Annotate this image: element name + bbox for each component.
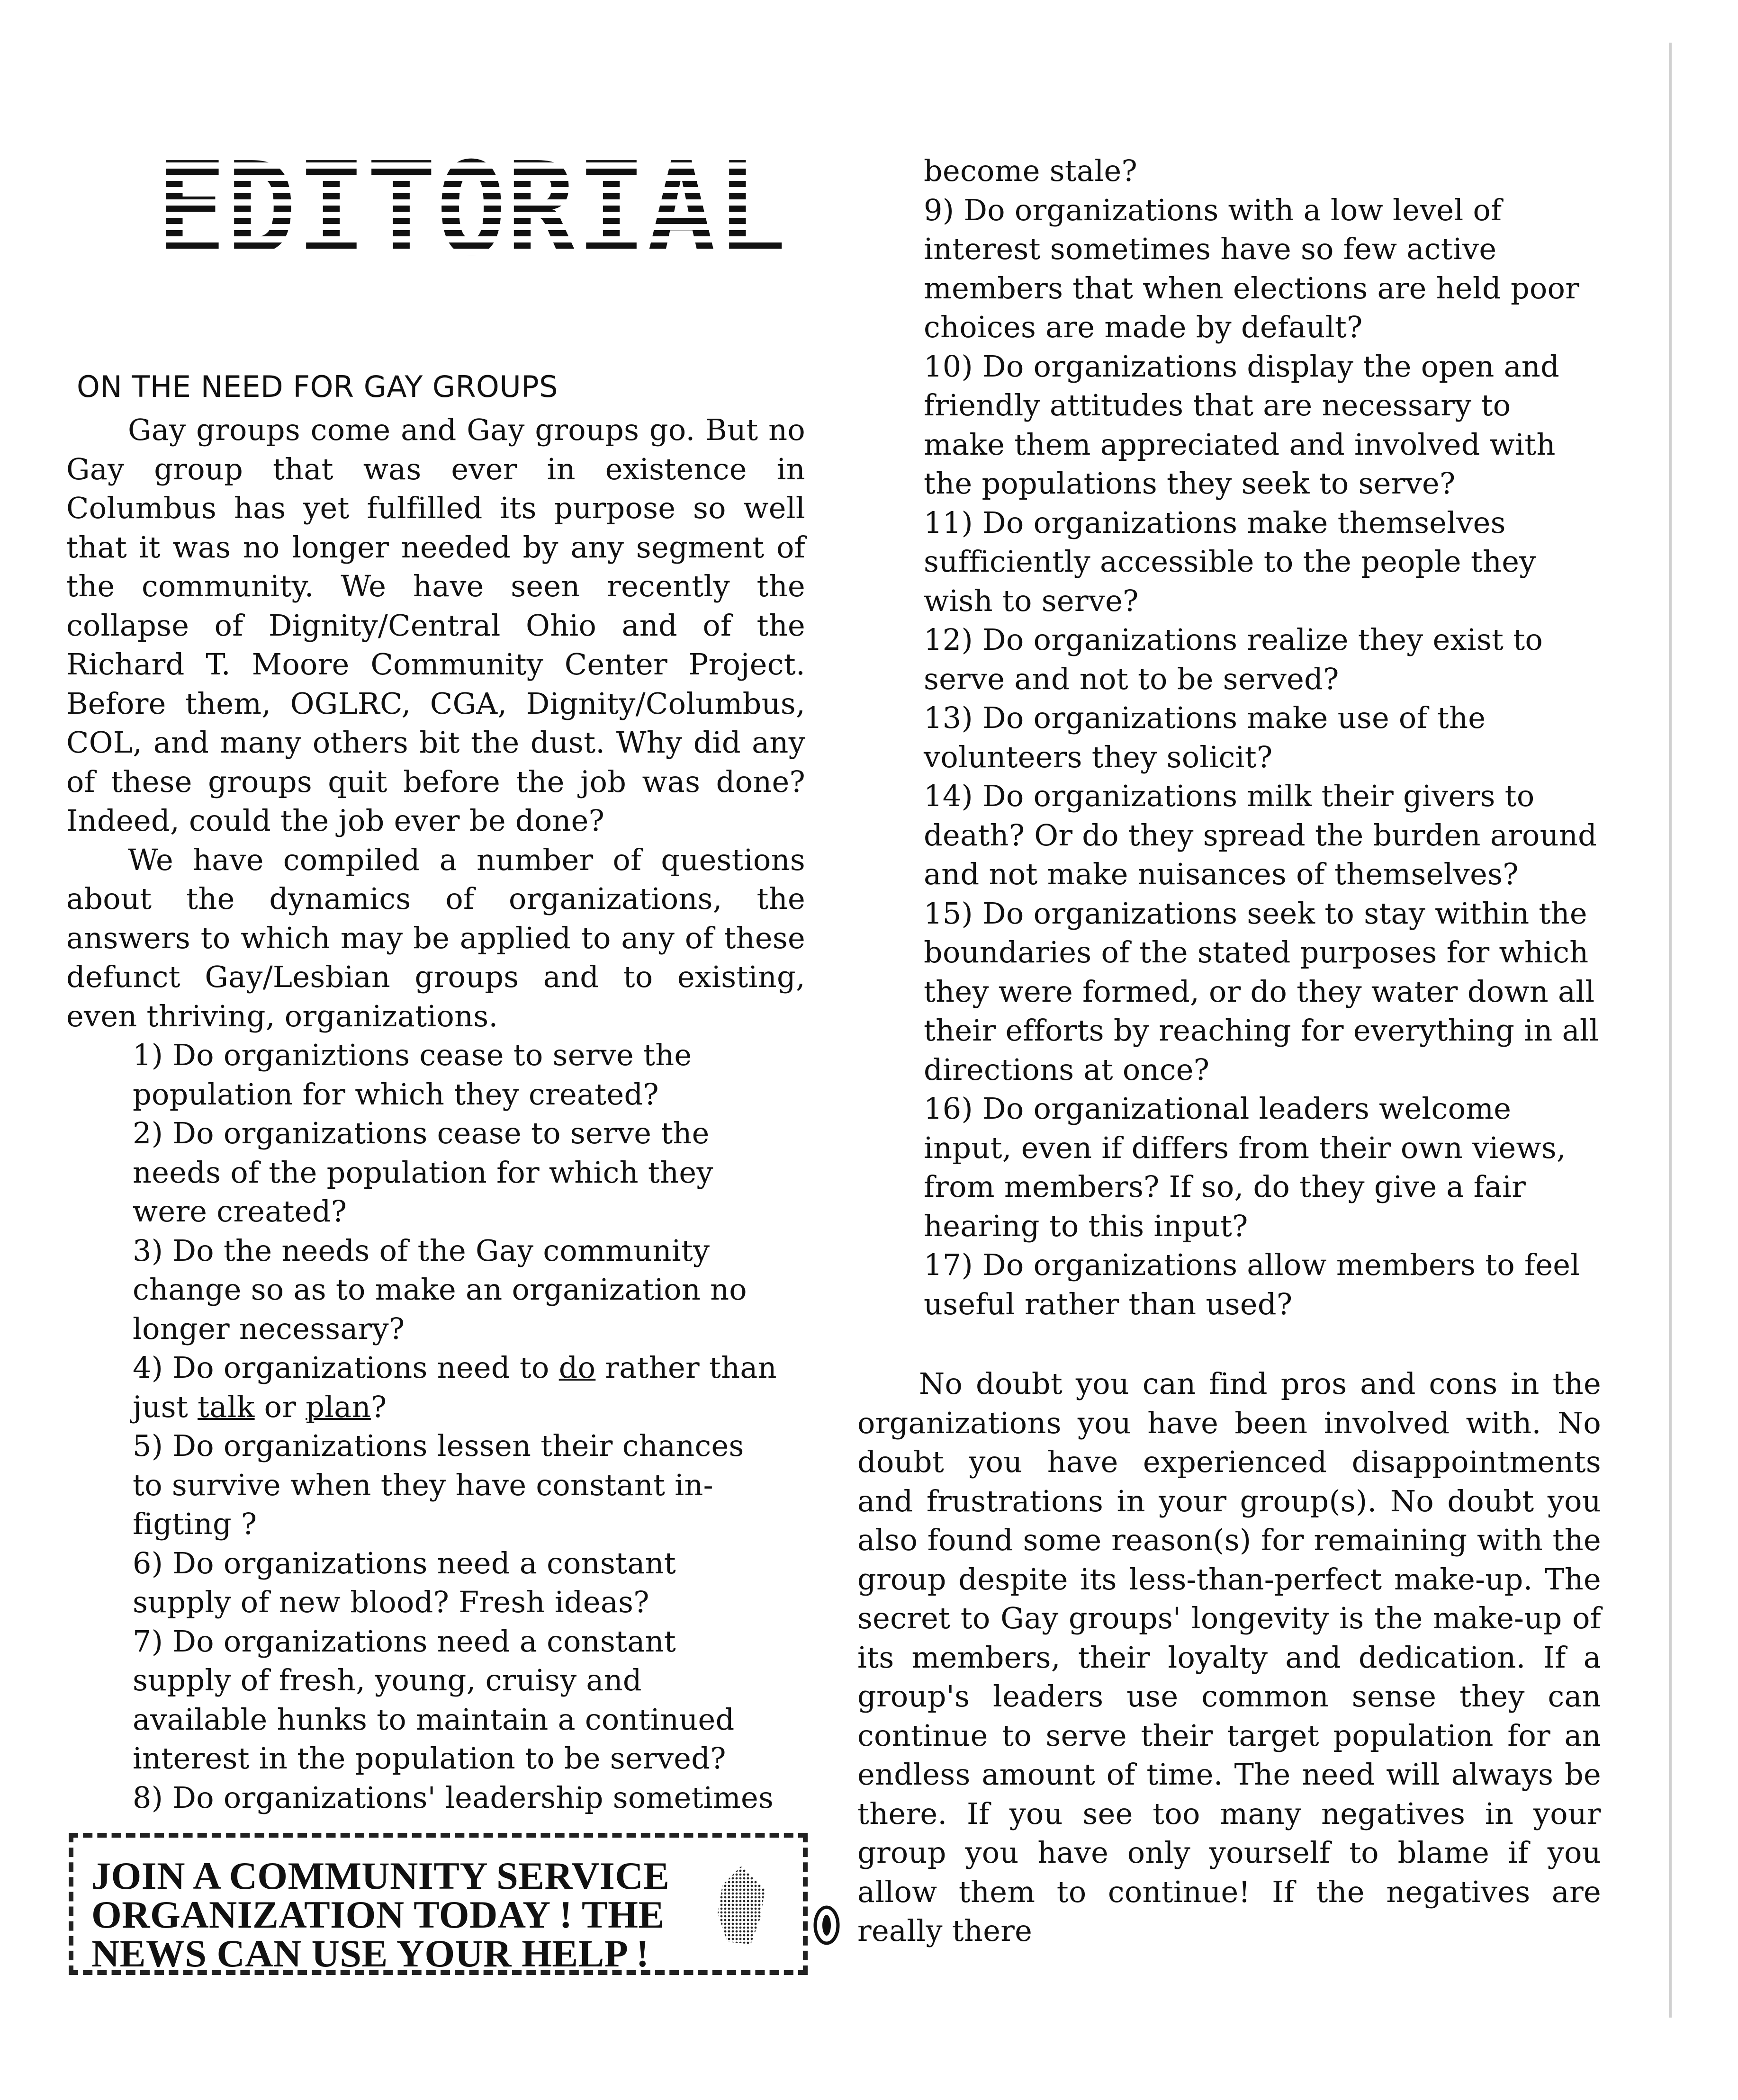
question-4-part-b: rather than just — [133, 1350, 777, 1424]
question-5: 5) Do organizations lessen their chances to survive when they have constant in-figting ? — [133, 1428, 744, 1541]
promo-line-2: ORGANIZATION TODAY ! THE — [91, 1893, 665, 1936]
question-8-end: become stale? — [924, 153, 1137, 188]
question-8-start: 8) Do organizations' leadership sometimes — [133, 1780, 774, 1815]
ornament-bullet-icon — [812, 1904, 841, 1947]
question-4-part-c: or — [254, 1389, 306, 1424]
left-column — [66, 369, 805, 1817]
article-headline: ON THE NEED FOR GAY GROUPS — [77, 369, 558, 404]
masthead-title: EDITORIAL — [156, 156, 786, 260]
question-9: 9) Do organizations with a low level of interest sometimes have so few active members that when elections are held poor choices are made by default? — [924, 192, 1580, 344]
question-6: 6) Do organizations need a constant supply of new blood? Fresh ideas? — [133, 1545, 676, 1619]
question-12: 12) Do organizations realize they exist to serve and not to be served? — [924, 622, 1543, 696]
promo-line-3: NEWS CAN USE YOUR HELP ! — [91, 1932, 649, 1975]
question-4-part-a: 4) Do organizations need to — [133, 1350, 559, 1385]
question-11: 11) Do organizations make themselves sufficiently accessible to the people they wish to serve? — [924, 505, 1536, 618]
underlined-do: do — [558, 1350, 596, 1385]
page-edge-shadow — [1669, 43, 1700, 2018]
volunteer-promo-box — [69, 1833, 808, 1975]
underlined-talk: talk — [198, 1389, 255, 1424]
paragraph-intro: Gay groups come and Gay groups go. But no Gay group that was ever in existence in Columbus has yet fulfilled its purpose so well that it was no longer needed by any segment of the community. We have seen recently the collapse of Dignity/Central Ohio and of the Richard T. Moore Community Center Project. Before them, OGLRC, CGA, Dignity/Columbus, COL, and many others bit the dust. Why did any of these groups quit before the job was done? Indeed, could the job ever be done? — [66, 413, 805, 838]
question-15: 15) Do organizations seek to stay within the boundaries of the stated purposes for which they were formed, or do they water down all their efforts by reaching for everything in all directions at once? — [924, 896, 1599, 1087]
question-14: 14) Do organizations milk their givers to death? Or do they spread the burden around and not make nuisances of themselves? — [924, 779, 1597, 891]
question-16: 16) Do organizational leaders welcome input, even if differs from their own views, from members? If so, do they give a fair hearing to this input? — [924, 1091, 1567, 1243]
question-17: 17) Do organizations allow members to feel useful rather than used? — [924, 1247, 1580, 1321]
question-1: 1) Do organiztions cease to serve the population for which they created? — [133, 1038, 692, 1112]
underlined-plan: plan — [306, 1389, 371, 1424]
paragraph-conclusion: No doubt you can find pros and cons in the organizations you have been involved with. No doubt you have experienced disappointments and frustrations in your group(s). No doubt you also found some reason(s) for remaining with the group despite its less-than-perfect make-up. The secret to Gay groups' longevity is the make-up of its members, their loyalty and dedication. If a group's leaders use common sense they can continue to serve their target population for an endless amount of time. The need will always be there. If you see too many negatives in your group you have only yourself to blame if you allow them to continue! If the negatives are really there — [857, 1366, 1601, 1948]
question-4-part-d: ? — [370, 1389, 387, 1424]
question-7: 7) Do organizations need a constant supply of fresh, young, cruisy and available hunks to maintain a continued interest in the population to be served? — [133, 1624, 735, 1776]
paragraph-questions-intro: We have compiled a number of questions about the dynamics of organizations, the answers to which may be applied to any of these defunct Gay/Lesbian groups and to existing, even thriving, organizations. — [66, 842, 805, 1033]
halftone-hand-icon — [708, 1861, 774, 1951]
question-4 — [66, 1348, 805, 1427]
right-column — [857, 152, 1601, 1951]
promo-text — [91, 1854, 731, 1975]
question-3: 3) Do the needs of the Gay community change so as to make an organization no longer necessary? — [133, 1233, 747, 1346]
promo-line-1: JOIN A COMMUNITY SERVICE — [91, 1854, 670, 1897]
question-2: 2) Do organizations cease to serve the needs of the population for which they were created? — [133, 1116, 713, 1229]
editorial-masthead — [156, 156, 786, 260]
question-13: 13) Do organizations make use of the volunteers they solicit? — [924, 700, 1486, 774]
question-10: 10) Do organizations display the open and friendly attitudes that are necessary to make them appreciated and involved with the populations they seek to serve? — [924, 349, 1560, 501]
